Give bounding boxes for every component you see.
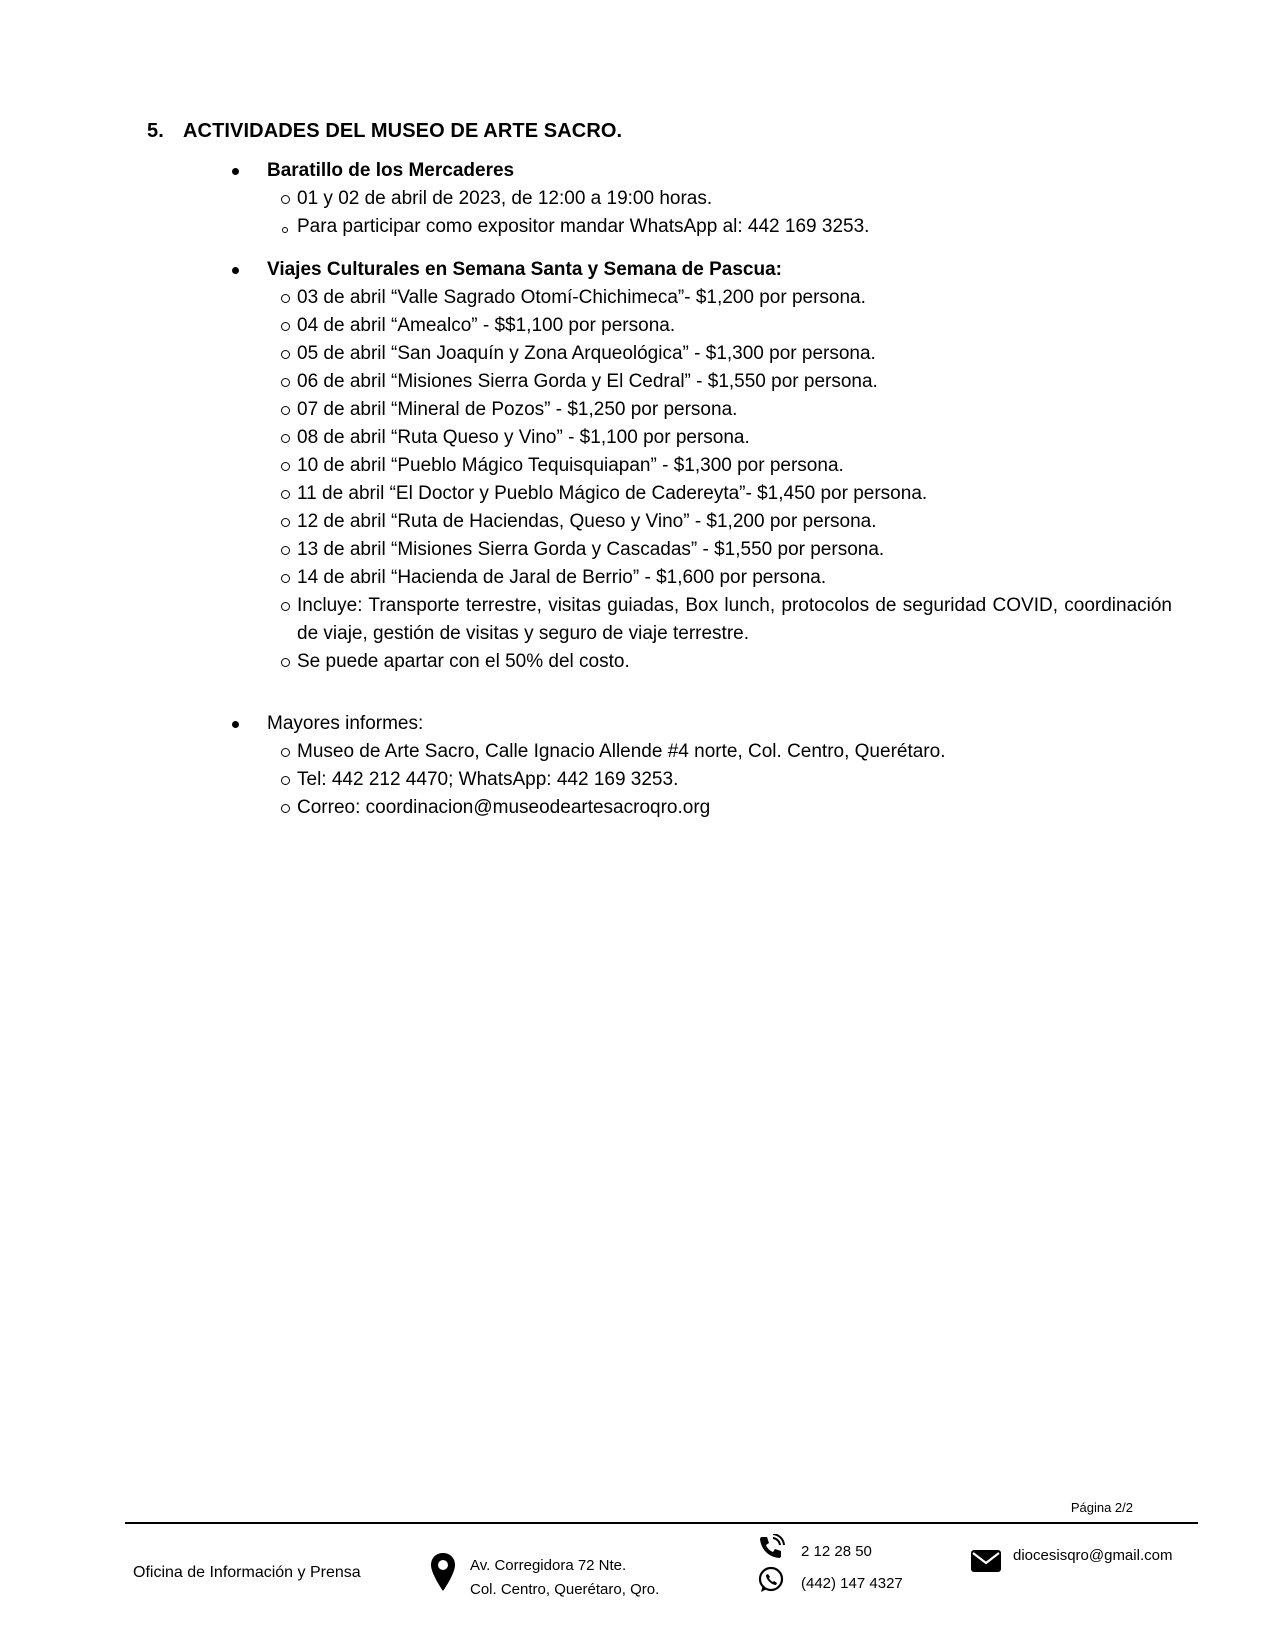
footer-divider	[125, 1522, 1198, 1524]
sub-item: 05 de abril “San Joaquín y Zona Arqueológica” - $1,300 por persona.	[232, 340, 1172, 368]
baratillo-title: Baratillo de los Mercaderes	[267, 160, 515, 181]
section-heading	[147, 120, 622, 143]
sub-item: 03 de abril “Valle Sagrado Otomí-Chichimeca”- $1,200 por persona.	[232, 284, 1172, 312]
sub-item: 07 de abril “Mineral de Pozos” - $1,250 por persona.	[232, 396, 1172, 424]
page-number: Página 2/2	[1070, 1500, 1133, 1515]
footer	[0, 1530, 1275, 1640]
address-line: Av. Corregidora 72 Nte.	[470, 1557, 627, 1574]
sub-item: 10 de abril “Pueblo Mágico Tequisquiapan” - $1,300 por persona.	[232, 452, 1172, 480]
footer-address	[470, 1554, 659, 1602]
footer-phones	[801, 1536, 903, 1600]
circle-bullet-icon	[281, 294, 290, 303]
sub-item: 11 de abril “El Doctor y Pueblo Mágico de Cadereyta”- $1,450 por persona.	[232, 480, 1172, 508]
circle-bullet-icon	[281, 462, 290, 471]
circle-bullet-icon	[281, 804, 290, 813]
sub-item: Se puede apartar con el 50% del costo.	[232, 648, 1172, 676]
location-pin-icon	[430, 1552, 456, 1596]
circle-bullet-icon	[281, 406, 290, 415]
viajes-block	[232, 256, 1172, 676]
sub-item: 06 de abril “Misiones Sierra Gorda y El Cedral” - $1,550 por persona.	[232, 368, 1172, 396]
phone-number: 2 12 28 50	[801, 1543, 872, 1560]
section-number: 5.	[147, 120, 164, 142]
sub-item: Para participar como expositor mandar WhatsApp al: 442 169 3253.	[232, 213, 1172, 241]
circle-bullet-icon	[281, 658, 290, 667]
baratillo-block	[232, 157, 1172, 241]
sub-item: 01 y 02 de abril de 2023, de 12:00 a 19:00 horas.	[232, 185, 1172, 213]
circle-bullet-icon	[281, 490, 290, 499]
sub-item: 12 de abril “Ruta de Haciendas, Queso y Vino” - $1,200 por persona.	[232, 508, 1172, 536]
circle-bullet-icon	[281, 378, 290, 387]
bullet-dot	[232, 721, 239, 728]
sub-item: Incluye: Transporte terrestre, visitas guiadas, Box lunch, protocolos de seguridad COVID, coordinación de viaje, gestión de visitas y seguro de viaje terrestre.	[232, 592, 1172, 648]
viajes-title: Viajes Culturales en Semana Santa y Semana de Pascua:	[267, 259, 783, 280]
circle-bullet-icon	[282, 227, 288, 233]
bullet-item	[232, 710, 1172, 738]
circle-bullet-icon	[281, 776, 290, 785]
section-title: ACTIVIDADES DEL MUSEO DE ARTE SACRO.	[183, 120, 623, 142]
circle-bullet-icon	[281, 748, 290, 757]
informes-block	[232, 710, 1172, 822]
phone-icon	[757, 1534, 785, 1564]
footer-email: diocesisqro@gmail.com	[1013, 1547, 1173, 1564]
circle-bullet-icon	[281, 195, 290, 204]
sub-item: Museo de Arte Sacro, Calle Ignacio Allende #4 norte, Col. Centro, Querétaro.	[232, 738, 1172, 766]
circle-bullet-icon	[281, 322, 290, 331]
circle-bullet-icon	[281, 518, 290, 527]
bullet-dot	[232, 267, 239, 274]
sub-item: Correo: coordinacion@museodeartesacroqro.org	[232, 794, 1172, 822]
circle-bullet-icon	[281, 602, 290, 611]
sub-item: 08 de abril “Ruta Queso y Vino” - $1,100 por persona.	[232, 424, 1172, 452]
whatsapp-number: (442) 147 4327	[801, 1575, 903, 1592]
sub-item: Tel: 442 212 4470; WhatsApp: 442 169 3253.	[232, 766, 1172, 794]
address-line: Col. Centro, Querétaro, Qro.	[470, 1581, 660, 1598]
bullet-item	[232, 157, 1172, 185]
informes-title: Mayores informes:	[267, 713, 424, 734]
bullet-dot	[232, 168, 239, 175]
circle-bullet-icon	[281, 350, 290, 359]
footer-office: Oficina de Información y Prensa	[133, 1564, 361, 1581]
mail-icon	[970, 1548, 1002, 1578]
sub-item: 13 de abril “Misiones Sierra Gorda y Cascadas” - $1,550 por persona.	[232, 536, 1172, 564]
bullet-item	[232, 256, 1172, 284]
circle-bullet-icon	[281, 546, 290, 555]
circle-bullet-icon	[281, 434, 290, 443]
sub-item: 04 de abril “Amealco” - $$1,100 por persona.	[232, 312, 1172, 340]
whatsapp-icon	[757, 1566, 785, 1598]
circle-bullet-icon	[281, 574, 290, 583]
sub-item: 14 de abril “Hacienda de Jaral de Berrio” - $1,600 por persona.	[232, 564, 1172, 592]
